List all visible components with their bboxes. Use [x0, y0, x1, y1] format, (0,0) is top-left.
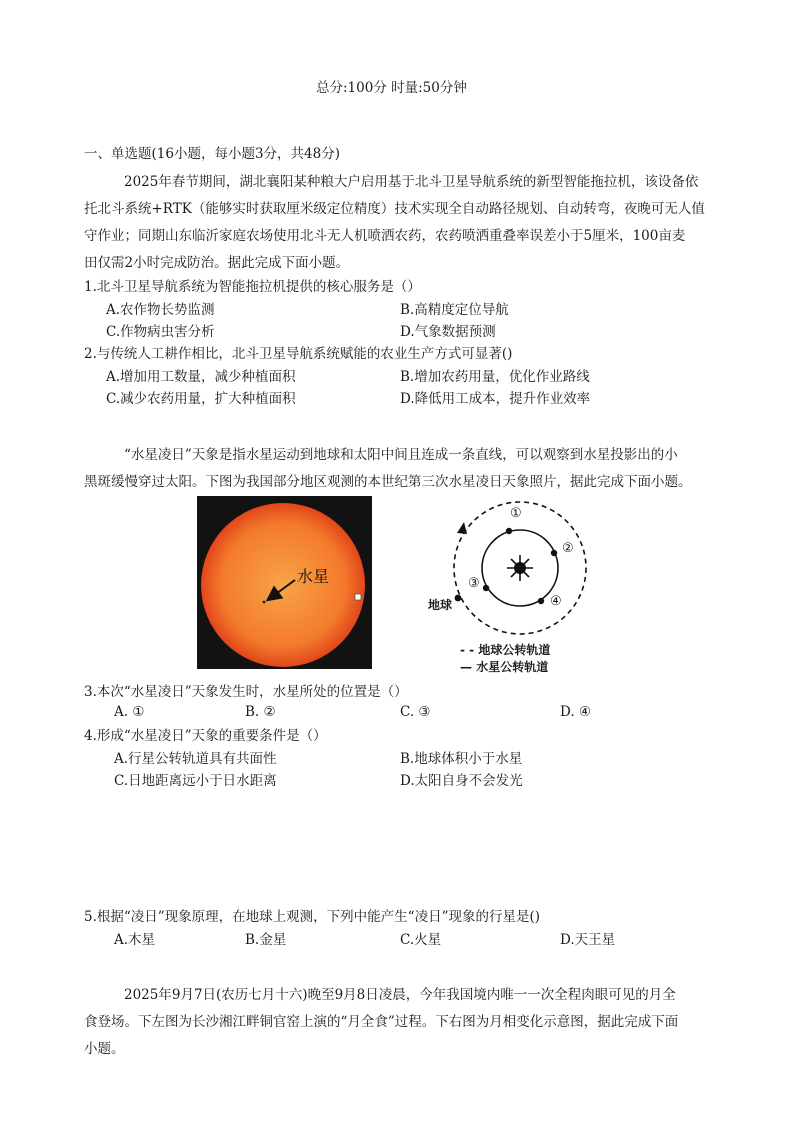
question-3-option-d[interactable]: D. ④: [560, 704, 592, 720]
question-5-option-c[interactable]: C.火星: [400, 932, 442, 948]
question-3-option-a[interactable]: A. ①: [114, 704, 145, 720]
position-2-label: ②: [562, 541, 574, 556]
question-1-stem: 1.北斗卫星导航系统为智能拖拉机提供的核心服务是（）: [84, 279, 421, 295]
legend-solid-icon: —: [460, 660, 477, 674]
question-4-stem: 4.形成“水星凌日”天象的重要条件是（）: [84, 728, 327, 744]
legend-earth-text: 地球公转轨道: [478, 643, 551, 657]
mercury-dot: [263, 601, 266, 604]
question-3-stem: 3.本次“水星凌日”天象发生时，水星所处的位置是（）: [84, 684, 408, 700]
question-4-option-a[interactable]: A.行星公转轨道具有共面性: [114, 751, 277, 767]
mercury-label: 水星: [297, 567, 330, 586]
legend-earth-orbit: [460, 641, 550, 658]
position-1-label: ①: [510, 506, 522, 521]
sun-disk: [201, 503, 365, 667]
question-3-option-b[interactable]: B. ②: [245, 704, 276, 720]
passage1-line-4: 田仅需2小时完成防治。据此完成下面小题。: [84, 255, 350, 271]
passage2-line-2: 黑斑缓慢穿过太阳。下图为我国部分地区观测的本世纪第三次水星凌日天象照片，据此完成下面小题。: [84, 474, 692, 490]
orbit-diagram: [420, 500, 600, 678]
question-4-option-c[interactable]: C.日地距离远小于日水距离: [114, 773, 277, 789]
question-2-option-c[interactable]: C.减少农药用量，扩大种植面积: [106, 391, 296, 407]
mercury-transit-photo: [197, 496, 372, 669]
earth-dot: [455, 595, 462, 602]
question-3-option-c[interactable]: C. ③: [400, 704, 431, 720]
question-1-option-b[interactable]: B.高精度定位导航: [400, 302, 509, 318]
passage1-line-1: 2025年春节期间，湖北襄阳某种粮大户启用基于北斗卫星导航系统的新型智能拖拉机，该设备依: [124, 174, 699, 190]
passage1-line-3: 守作业；同期山东临沂家庭农场使用北斗无人机喷洒农药，农药喷洒重叠率误差小于5厘米，100亩麦: [84, 228, 686, 244]
legend-mercury-orbit: [460, 658, 548, 675]
question-2-option-d[interactable]: D.降低用工成本，提升作业效率: [400, 391, 591, 407]
question-1-option-c[interactable]: C.作物病虫害分析: [106, 324, 215, 340]
earth-label: 地球: [428, 598, 453, 612]
question-1-option-a[interactable]: A.农作物长势监测: [106, 302, 215, 318]
passage3-line-3: 小题。: [84, 1041, 125, 1057]
question-5-stem: 5.根据“凌日”现象原理，在地球上观测，下列中能产生“凌日”现象的行星是(): [84, 909, 541, 925]
orbit-direction-arrow: [457, 522, 467, 534]
position-4-label: ④: [550, 594, 562, 609]
legend-mercury-text: 水星公转轨道: [476, 660, 549, 674]
passage3-line-2: 食登场。下左图为长沙湘江畔铜官窑上演的“月全食”过程。下右图为月相变化示意图，据此完成下面: [84, 1014, 679, 1030]
question-4-option-b[interactable]: B.地球体积小于水星: [400, 751, 523, 767]
question-2-option-b[interactable]: B.增加农药用量，优化作业路线: [400, 369, 590, 385]
question-5-option-a[interactable]: A.木星: [114, 932, 156, 948]
score-time-header: 总分:100分 时量:50分钟: [316, 80, 467, 96]
question-5-option-b[interactable]: B.金星: [245, 932, 287, 948]
passage3-line-1: 2025年9月7日(农历七月十六)晚至9月8日凌晨，今年我国境内唯一一次全程肉眼可见的月全: [124, 987, 676, 1003]
position-3-label: ③: [468, 576, 480, 591]
question-1-option-d[interactable]: D.气象数据预测: [400, 324, 496, 340]
question-4-option-d[interactable]: D.太阳自身不会发光: [400, 773, 523, 789]
question-2-option-a[interactable]: A.增加用工数量，减少种植面积: [106, 369, 296, 385]
section-title: 一、单选题(16小题，每小题3分，共48分): [84, 146, 340, 162]
legend-dashed-icon: - -: [460, 643, 479, 657]
passage1-line-2: 托北斗系统+RTK（能够实时获取厘米级定位精度）技术实现全自动路径规划、自动转弯，夜晚可无人值: [84, 201, 705, 217]
passage2-line-1: “水星凌日”天象是指水星运动到地球和太阳中间且连成一条直线，可以观察到水星投影出的小: [124, 447, 678, 463]
question-5-option-d[interactable]: D.天王星: [560, 932, 616, 948]
question-2-stem: 2.与传统人工耕作相比，北斗卫星导航系统赋能的农业生产方式可显著(): [84, 346, 513, 362]
